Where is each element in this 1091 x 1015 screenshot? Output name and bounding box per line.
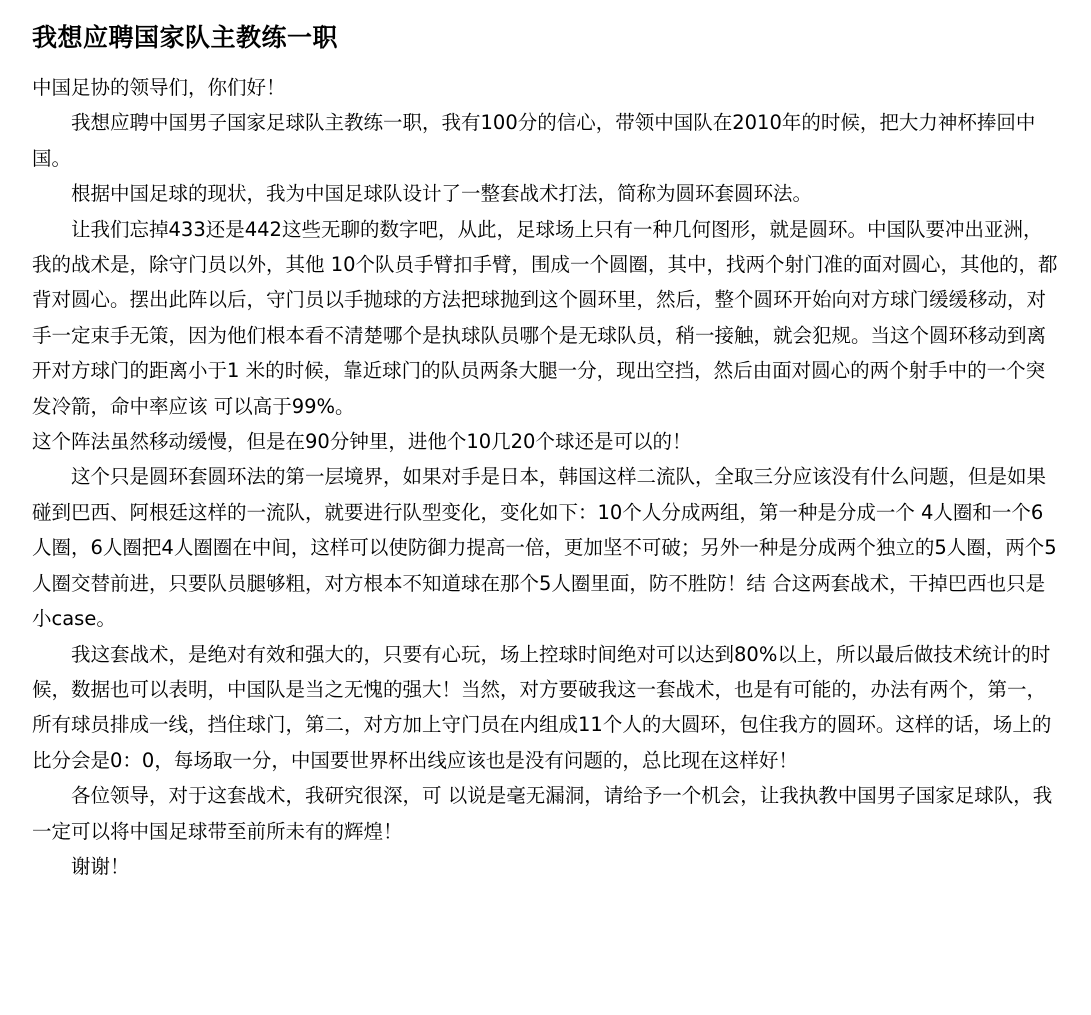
article-body: [32, 70, 1061, 884]
paragraph: 我想应聘中国男子国家足球队主教练一职，我有100分的信心，带领中国队在2010年的时候，把大力神杯捧回中国。: [32, 111, 1036, 170]
document-title: 我想应聘国家队主教练一职: [32, 23, 339, 52]
paragraph: 我这套战术，是绝对有效和强大的，只要有心玩，场上控球时间绝对可以达到80%以上，所以最后做技术统计的时候，数据也可以表明，中国队是当之无愧的强大！当然，对方要破我这一套战术，也是有可能的，办法有两个，第一，所有球员排成一线，挡住球门，第二，对方加上守门员在内组成11个人的大圆环，包住我方的圆环。这样的话，场上的比分会是0：0，每场取一分，中国要世界杯出线应该也是没有问题的，总比现在这样好！: [32, 642, 1052, 772]
paragraph-closing: 谢谢！: [71, 854, 130, 878]
paragraph: 让我们忘掉433还是442这些无聊的数字吧，从此，足球场上只有一种几何图形，就是圆环。中国队要冲出亚洲，我的战术是，除守门员以外，其他 10个队员手臂扣手臂，围成一个圆圈，其中，找两个射门准的面对圆心，其他的，都背对圆心。摆出此阵以后，守门员以手抛球的方法把球抛到这个圆环里，然后，整个圆环开始向对方球门缓缓移动，对手一定束手无策，因为他们根本看不清楚哪个是执球队员哪个是无球队员，稍一接触，就会犯规。当这个圆环移动到离开对方球门的距离小于1 米的时候，靠近球门的队员两条大腿一分，现出空挡，然后由面对圆心的两个射手中的一个突发冷箭，命中率应该 可以高于99%。: [32, 217, 1058, 418]
paragraph-greeting: 中国足协的领导们，你们好！: [32, 76, 286, 99]
paragraph: 这个只是圆环套圆环法的第一层境界，如果对手是日本，韩国这样二流队，全取三分应该没有什么问题，但是如果碰到巴西、阿根廷这样的一流队，就要进行队型变化，变化如下：10个人分成两组，第一种是分成一个 4人圈和一个6人圈，6人圈把4人圈圈在中间，这样可以使防御力提高一倍，更加坚不可破；另外一种是分成两个独立的5人圈，两个5人圈交替前进，只要队员腿够粗，对方根本不知道球在那个5人圈里面，防不胜防！结 合这两套战术，干掉巴西也只是小case。: [32, 465, 1057, 631]
paragraph: 根据中国足球的现状，我为中国足球队设计了一整套战术打法，简称为圆环套圆环法。: [71, 182, 813, 206]
paragraph: 各位领导，对于这套战术，我研究很深，可 以说是毫无漏洞，请给予一个机会，让我执教中国男子国家足球队，我一定可以将中国足球带至前所未有的辉煌！: [32, 784, 1053, 843]
paragraph: 这个阵法虽然移动缓慢，但是在90分钟里，进他个10几20个球还是可以的！: [32, 430, 692, 454]
